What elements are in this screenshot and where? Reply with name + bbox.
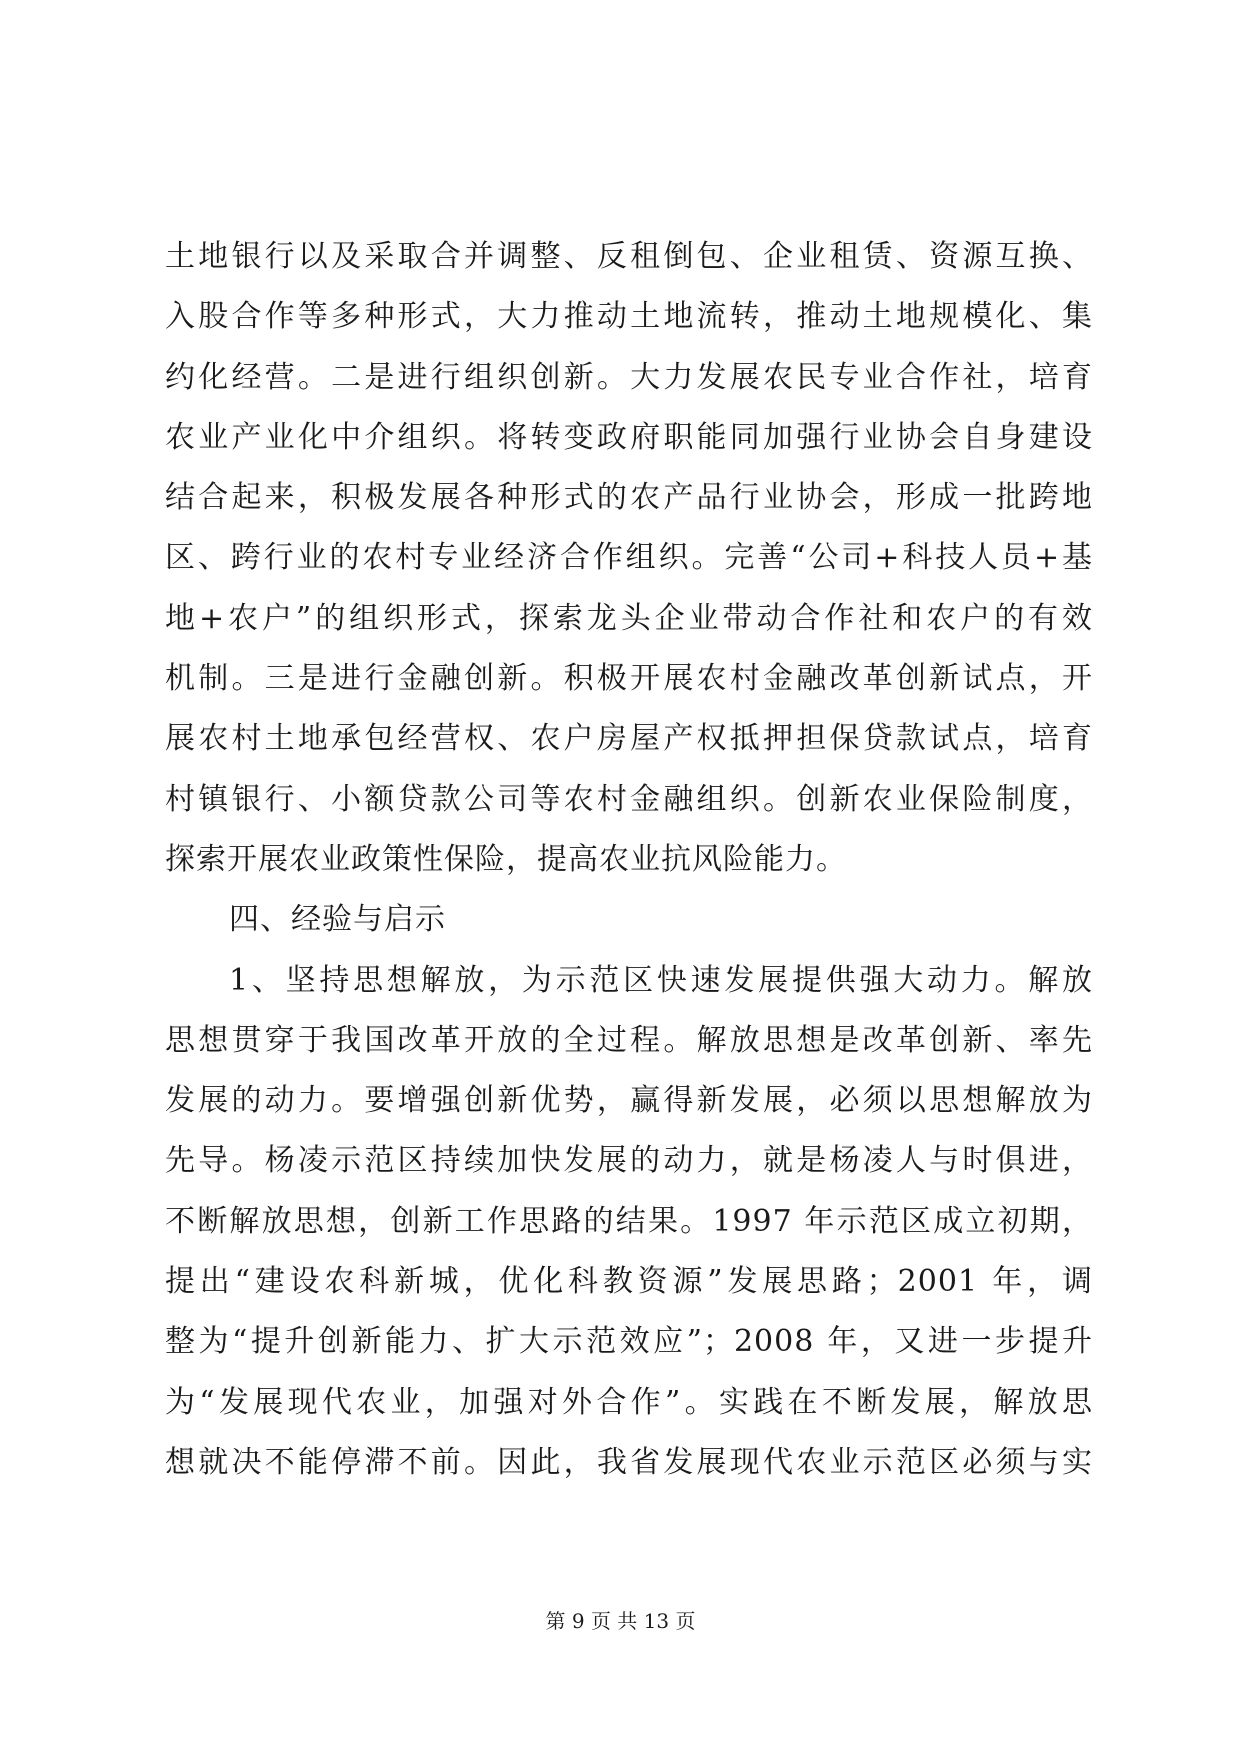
text-line-15: 发展的动力。要增强创新优势，赢得新发展，必须以思想解放为: [165, 1083, 1093, 1119]
text-line-5: 结合起来，积极发展各种形式的农产品行业协会，形成一批跨地: [165, 480, 1093, 516]
page-footer: 第 9 页 共 13 页: [545, 1609, 696, 1633]
text-line-1: 土地银行以及采取合并调整、反租倒包、企业租赁、资源互换、: [165, 239, 1093, 274]
section-heading: 四、经验与启示: [229, 902, 446, 938]
text-line-13: 1、坚持思想解放，为示范区快速发展提供强大动力。解放: [229, 962, 1093, 998]
text-line-11: 探索开展农业政策性保险，提高农业抗风险能力。: [165, 841, 847, 877]
text-line-17: 不断解放思想，创新工作思路的结果。1997 年示范区成立初期，: [165, 1203, 1093, 1239]
text-line-6: 区、跨行业的农村专业经济合作组织。完善“公司+科技人员+基: [165, 540, 1093, 576]
text-line-16: 先导。杨凌示范区持续加快发展的动力，就是杨凌人与时俱进，: [165, 1143, 1093, 1179]
text-line-14: 思想贯穿于我国改革开放的全过程。解放思想是改革创新、率先: [165, 1022, 1093, 1058]
text-line-7: 地+农户”的组织形式，探索龙头企业带动合作社和农户的有效: [165, 600, 1093, 636]
text-line-20: 为“发展现代农业，加强对外合作”。实践在不断发展，解放思: [165, 1384, 1093, 1420]
text-line-21: 想就决不能停滞不前。因此，我省发展现代农业示范区必须与实: [165, 1444, 1093, 1480]
text-line-9: 展农村土地承包经营权、农户房屋产权抵押担保贷款试点，培育: [165, 721, 1093, 757]
text-line-18: 提出“建设农科新城，优化科教资源”发展思路；2001 年，调: [165, 1264, 1093, 1300]
text-line-10: 村镇银行、小额贷款公司等农村金融组织。创新农业保险制度，: [165, 781, 1093, 817]
text-line-3: 约化经营。二是进行组织创新。大力发展农民专业合作社，培育: [165, 359, 1093, 395]
body-text: [165, 227, 1093, 1493]
text-line-8: 机制。三是进行金融创新。积极开展农村金融改革创新试点，开: [165, 661, 1093, 697]
text-line-19: 整为“提升创新能力、扩大示范效应”；2008 年，又进一步提升: [165, 1324, 1093, 1360]
text-line-2: 入股合作等多种形式，大力推动土地流转，推动土地规模化、集: [165, 299, 1093, 335]
text-line-4: 农业产业化中介组织。将转变政府职能同加强行业协会自身建设: [165, 419, 1093, 455]
